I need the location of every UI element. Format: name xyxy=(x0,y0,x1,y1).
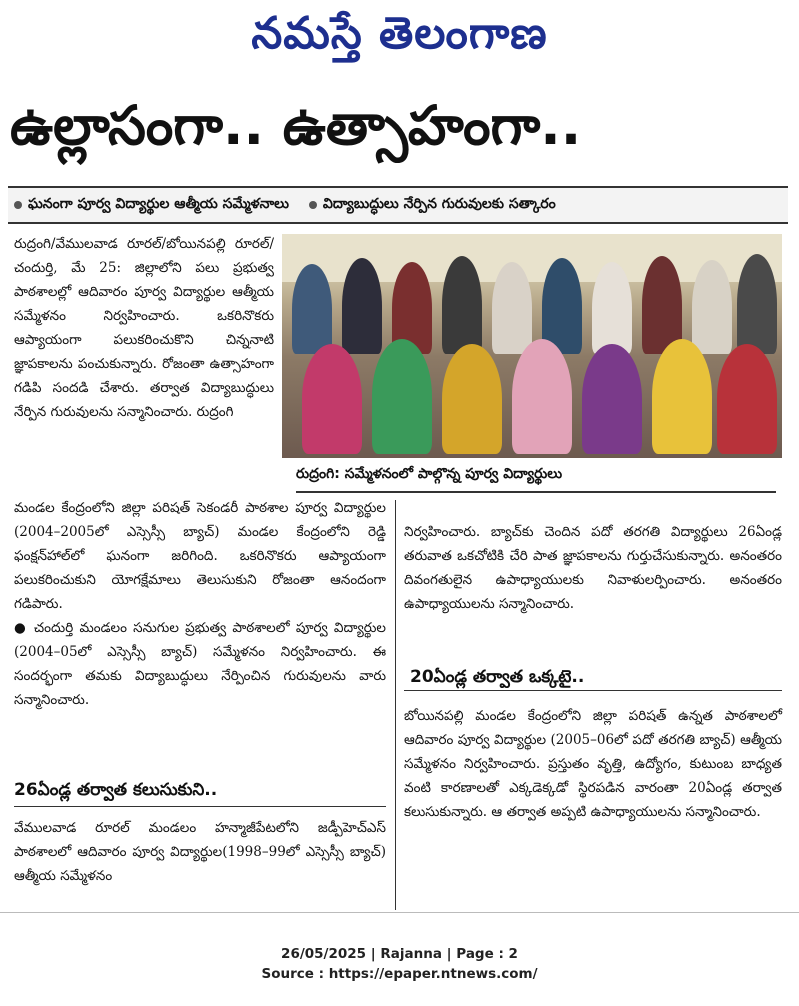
photo-person xyxy=(442,256,482,354)
section-divider xyxy=(404,690,782,691)
section-divider xyxy=(14,806,386,807)
photo-person xyxy=(582,344,642,454)
right-column-block xyxy=(404,520,782,616)
article-headline: ఉల్లాసంగా.. ఉత్సాహంగా.. xyxy=(10,94,582,157)
newspaper-masthead: నమస్తే తెలంగాణ xyxy=(251,8,548,59)
bullet-icon xyxy=(14,201,22,209)
photo-person xyxy=(302,344,362,454)
group-photo xyxy=(282,234,782,458)
left-paragraph: మండల కేంద్రంలోని జిల్లా పరిషత్ సెకండరీ పాఠశాల పూర్వ విద్యార్థుల (2004–2005లో ఎస్సెస్సీ బ్యాచ్) మండల కేంద్రంలోని రెడ్డి ఫంక్షన్‌హాల్‌లో ఘనంగా జరిగింది. ఒకరినొకరు ఆప్యాయంగా పలుకరించుకుని యోగక్షేమాలు తెలుసుకుని రోజంతా ఆనందంగా గడిపారు. xyxy=(14,500,386,612)
right-paragraph-2: బోయినపల్లి మండల కేంద్రంలోని జిల్లా పరిషత్ ఉన్నత పాఠశాలలో ఆదివారం పూర్వ విద్యార్థుల (2005–06లో పదో తరగతి బ్యాచ్) ఆత్మీయ సమ్మేళనం నిర్వహించారు. ప్రస్తుతం వృత్తి, ఉద్యోగం, కుటుంబ బాధ్యత వంటి కారణాలతో ఎక్కడెక్కడో స్థిరపడిన వారంతా 20ఏండ్ల తర్వాత కలుసుకున్నారు. ఆ తర్వాత అప్పటి ఉపాధ్యాయులను సన్మానించారు. xyxy=(404,708,782,820)
photo-person xyxy=(372,339,432,454)
column-divider xyxy=(395,500,396,910)
photo-person xyxy=(592,262,632,354)
left-column-block xyxy=(14,496,386,712)
bullet-icon xyxy=(309,201,317,209)
photo-person xyxy=(342,258,382,354)
photo-person xyxy=(692,260,732,354)
subheadline-text: విద్యాబుద్ధులు నేర్పిన గురువులకు సత్కారం xyxy=(322,195,556,212)
photo-person xyxy=(512,339,572,454)
left-column-block-2 xyxy=(14,816,386,888)
photo-person xyxy=(737,254,777,354)
photo-person xyxy=(442,344,502,454)
footer-date-line: 26/05/2025 | Rajanna | Page : 2 xyxy=(281,946,518,962)
section-heading-left: 26ఏండ్ల తర్వాత కలుసుకుని.. xyxy=(14,780,218,800)
subheadline-item xyxy=(303,196,556,215)
photo-person xyxy=(492,262,532,354)
photo-caption: రుద్రంగి: సమ్మేళనంలో పాల్గొన్న పూర్వ విద్యార్థులు xyxy=(296,466,776,493)
left-bullet-paragraph: ● చందుర్తి మండలం సనుగుల ప్రభుత్వ పాఠశాలలో పూర్వ విద్యార్థుల (2004–05లో ఎస్సెస్సీ బ్యాచ్) సమ్మేళనం నిర్వహించారు. ఈ సందర్భంగా తమకు విద్యాబుద్ధులు నేర్పించిన గురువులను వారు సన్మానించారు. xyxy=(14,620,386,708)
subheadline-bar xyxy=(8,186,788,224)
photo-person xyxy=(717,344,777,454)
right-paragraph: నిర్వహించారు. బ్యాచ్‌కు చెందిన పదో తరగతి విద్యార్థులు 26ఏండ్ల తరువాత ఒకచోటికి చేరి పాత జ్ఞాపకాలను గుర్తుచేసుకున్నారు. అనంతరం దివంగతులైన ఉపాధ్యాయులకు నివాళులర్పించారు. అనంతరం ఉపాధ్యాయులను సన్మానించారు. xyxy=(404,524,782,612)
footer-source-line: Source : https://epaper.ntnews.com/ xyxy=(261,966,538,982)
section-heading-right: 20ఏండ్ల తర్వాత ఒక్కటై.. xyxy=(410,667,585,687)
subheadline-item xyxy=(8,196,289,215)
photo-person xyxy=(652,339,712,454)
subheadline-text: ఘనంగా పూర్వ విద్యార్థుల ఆత్మీయ సమ్మేళనాలు xyxy=(28,195,289,212)
page-bottom-rule xyxy=(0,912,799,913)
right-column-block-2 xyxy=(404,704,782,824)
left-paragraph-2: వేములవాడ రూరల్ మండలం హన్మాజీపేటలోని జడ్పీహెచ్‌ఎస్ పాఠశాలలో ఆదివారం పూర్వ విద్యార్థుల(1998–99లో ఎస్సెస్సీ బ్యాచ్) ఆత్మీయ సమ్మేళనం xyxy=(14,820,386,884)
intro-text: రుద్రంగి/వేములవాడ రూరల్/బోయినపల్లి రూరల్/చందుర్తి, మే 25: జిల్లాలోని పలు ప్రభుత్వ పాఠశాలల్లో ఆదివారం పూర్వ విద్యార్థుల ఆత్మీయ సమ్మేళనం నిర్వహించారు. ఒకరినొకరు ఆప్యాయంగా పలుకరించుకొని చిన్ననాటి జ్ఞాపకాలను పంచుకున్నారు. రోజంతా ఉత్సాహంగా గడిపి సందడి చేశారు. తర్వాత విద్యాబుద్ధులు నేర్పిన గురువులను సన్మానించారు. రుద్రంగి xyxy=(14,236,274,420)
page-footer xyxy=(0,944,799,984)
left-bullet-text: చందుర్తి మండలం సనుగుల ప్రభుత్వ పాఠశాలలో పూర్వ విద్యార్థుల (2004–05లో ఎస్సెస్సీ బ్యాచ్) సమ్మేళనం నిర్వహించారు. ఈ సందర్భంగా తమకు విద్యాబుద్ధులు నేర్పించిన గురువులను వారు సన్మానించారు. xyxy=(14,620,386,708)
intro-paragraph xyxy=(14,232,274,424)
photo-person xyxy=(292,264,332,354)
